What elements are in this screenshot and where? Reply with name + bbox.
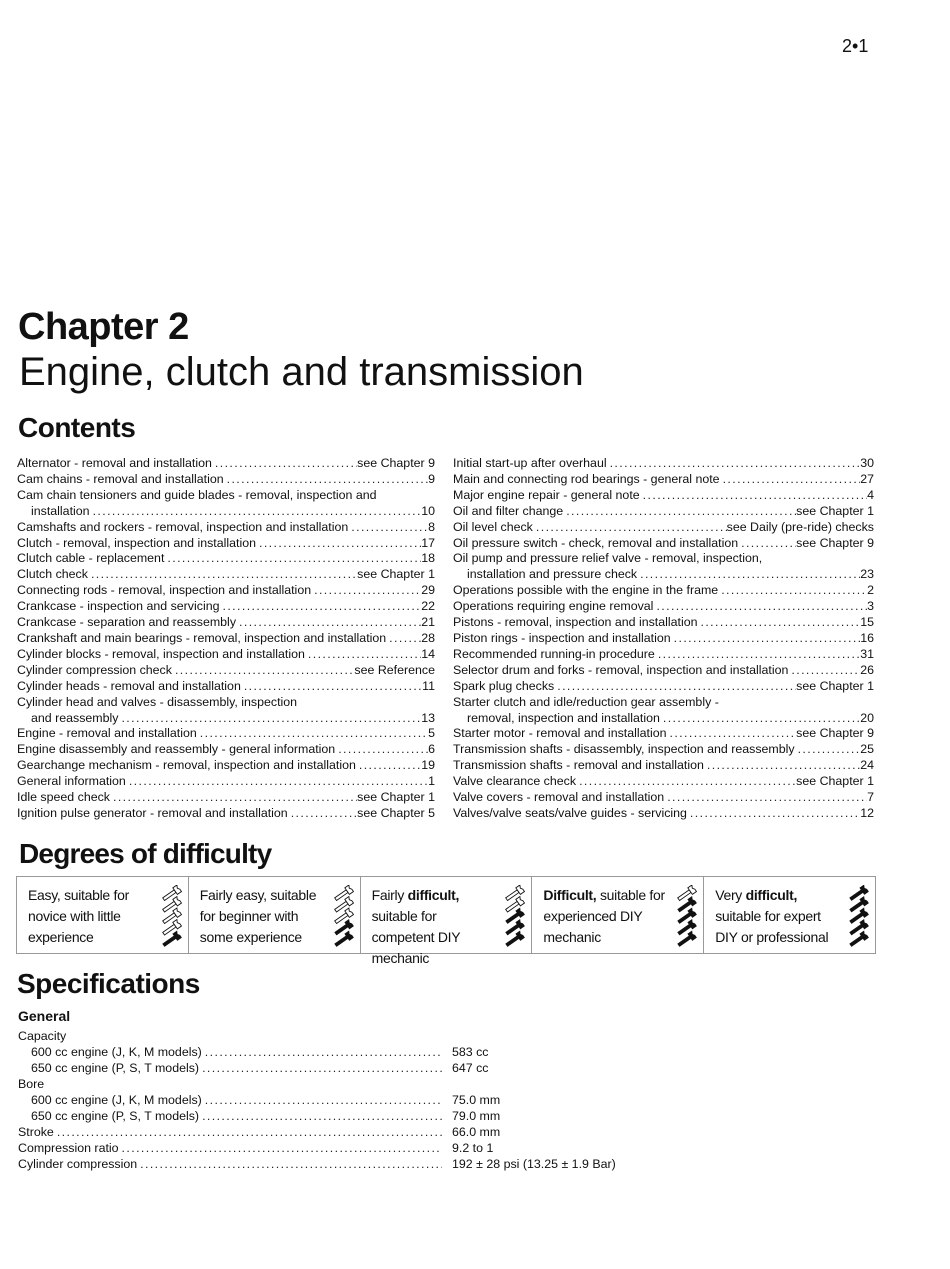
- spec-value: 9.2 to 1: [452, 1141, 494, 1155]
- toc-entry[interactable]: [17, 567, 435, 583]
- spanner-1-icon: [160, 885, 182, 947]
- toc-entry[interactable]: [17, 806, 435, 822]
- difficulty-text-bold: difficult,: [407, 887, 460, 903]
- toc-entry-title: Crankcase - inspection and servicing: [17, 599, 220, 614]
- toc-entry-page: 1: [428, 774, 435, 789]
- difficulty-text-bold: Difficult,: [543, 887, 597, 903]
- toc-entry-title: Engine - removal and installation: [17, 726, 197, 741]
- toc-line: [453, 711, 874, 727]
- toc-line: [17, 615, 435, 631]
- spec-row: [18, 1156, 658, 1172]
- toc-entry[interactable]: [17, 758, 435, 774]
- toc-entry-title: Recommended running-in procedure: [453, 646, 655, 661]
- difficulty-description: [543, 885, 673, 948]
- toc-entry-title: Crankcase - separation and reassembly: [17, 615, 237, 630]
- toc-line: [453, 615, 874, 631]
- toc-entry-page: 7: [867, 790, 874, 805]
- toc-entry-page: see Chapter 5: [357, 805, 435, 820]
- spec-label: Cylinder compression: [18, 1157, 138, 1171]
- toc-entry-title: Starter clutch and idle/reduction gear assembly -: [453, 694, 719, 709]
- toc-entry-title: Major engine repair - general note: [453, 487, 640, 502]
- difficulty-heading: Degrees of difficulty: [19, 838, 272, 869]
- spec-value: 192 ± 28 psi (13.25 ± 1.9 Bar): [452, 1157, 616, 1171]
- toc-entry-title: Engine disassembly and reassembly - general information: [17, 742, 336, 757]
- dot-leader: [137, 1156, 442, 1172]
- dot-leader: [667, 726, 797, 742]
- toc-entry-page: 28: [421, 630, 435, 645]
- dot-leader: [88, 567, 357, 583]
- toc-entry-title: Cam chain tensioners and guide blades - removal, inspection and: [17, 487, 377, 502]
- toc-entry[interactable]: [453, 806, 874, 822]
- dot-leader: [576, 774, 796, 790]
- toc-entry-continuation: removal, inspection and installation: [467, 710, 660, 725]
- toc-line: [453, 488, 874, 504]
- difficulty-description: [28, 885, 158, 948]
- toc-line: [453, 567, 874, 583]
- difficulty-text-post: suitable for expert DIY or professional: [715, 908, 829, 945]
- toc-entry-continuation: installation: [31, 503, 90, 518]
- toc-line: [453, 774, 874, 790]
- difficulty-text-bold: difficult,: [745, 887, 798, 903]
- difficulty-description: [715, 885, 845, 948]
- spec-row: [18, 1044, 658, 1060]
- toc-line: [453, 726, 874, 742]
- toc-line: [17, 726, 435, 742]
- toc-entry-page: 31: [860, 646, 874, 661]
- toc-line: [17, 806, 435, 822]
- toc-entry[interactable]: [453, 726, 874, 742]
- spec-value: 79.0 mm: [452, 1109, 501, 1123]
- dot-leader: [671, 631, 861, 647]
- toc-entry[interactable]: [453, 695, 874, 727]
- toc-line: [453, 520, 874, 536]
- toc-entry[interactable]: [17, 551, 435, 567]
- dot-leader: [202, 1092, 442, 1108]
- dot-leader: [554, 679, 796, 695]
- spec-row: [18, 1124, 658, 1140]
- toc-entry-page: 17: [421, 535, 435, 550]
- toc-entry-continuation: installation and pressure check: [467, 567, 638, 582]
- toc-entry-title: Alternator - removal and installation: [17, 456, 212, 470]
- dot-leader: [305, 647, 421, 663]
- dot-leader: [640, 488, 867, 504]
- toc-entry[interactable]: [453, 456, 874, 472]
- spec-label-wrap: [18, 1028, 442, 1044]
- spec-value: 647 cc: [452, 1061, 489, 1075]
- difficulty-level: [17, 877, 189, 953]
- dot-leader: [348, 520, 428, 536]
- contents-heading: Contents: [18, 412, 136, 443]
- toc-line: [453, 663, 874, 679]
- toc-line: [17, 790, 435, 806]
- dot-leader: [335, 742, 428, 758]
- spec-label: Compression ratio: [18, 1141, 119, 1155]
- difficulty-level: [704, 877, 875, 953]
- toc-line: [453, 647, 874, 663]
- toc-entry-title: Valve covers - removal and installation: [453, 790, 665, 805]
- toc-line: [17, 456, 435, 472]
- toc-entry[interactable]: [453, 615, 874, 631]
- toc-entry-title: Clutch - removal, inspection and installation: [17, 535, 256, 550]
- toc-entry-title: Starter motor - removal and installation: [453, 726, 667, 741]
- toc-entry-page: 14: [421, 646, 435, 661]
- spanner-4-icon: [675, 885, 697, 947]
- toc-entry-title: Oil and filter change: [453, 503, 564, 518]
- dot-leader: [718, 583, 867, 599]
- toc-entry-title: Cam chains - removal and installation: [17, 471, 224, 486]
- dot-leader: [563, 504, 796, 520]
- toc-entry-page: 19: [421, 758, 435, 773]
- toc-entry-page: see Chapter 1: [796, 678, 874, 693]
- toc-line: [17, 567, 435, 583]
- toc-entry-title: Pistons - removal, inspection and installation: [453, 615, 698, 630]
- toc-entry-page: 27: [860, 471, 874, 486]
- spec-label: 600 cc engine (J, K, M models): [31, 1045, 202, 1059]
- toc-entry-title: Idle speed check: [17, 790, 110, 805]
- toc-line: [17, 536, 435, 552]
- toc-entry-title: Transmission shafts - disassembly, inspection and reassembly: [453, 742, 795, 757]
- toc-entry[interactable]: [17, 679, 435, 695]
- toc-entry[interactable]: [17, 631, 435, 647]
- dot-leader: [386, 631, 421, 647]
- difficulty-table: [16, 876, 876, 966]
- dot-leader: [698, 615, 861, 631]
- dot-leader: [202, 1044, 442, 1060]
- toc-entry-title: Valves/valve seats/valve guides - servicing: [453, 805, 687, 820]
- toc-entry-title: Cylinder heads - removal and installation: [17, 678, 241, 693]
- spec-label: Capacity: [18, 1029, 67, 1043]
- toc-line: [453, 631, 874, 647]
- toc-line: [17, 583, 435, 599]
- toc-entry[interactable]: [453, 551, 874, 583]
- toc-entry-page: 13: [421, 710, 435, 725]
- toc-entry[interactable]: [17, 583, 435, 599]
- specifications-list: [18, 1028, 658, 1172]
- toc-entry-title: Clutch cable - replacement: [17, 551, 165, 566]
- spanner-2-icon: [332, 885, 354, 947]
- toc-line: [17, 599, 435, 615]
- toc-entry[interactable]: [17, 615, 435, 631]
- toc-entry-title: Clutch check: [17, 567, 88, 582]
- toc-line: [453, 536, 874, 552]
- toc-entry-page: 9: [428, 471, 435, 486]
- toc-entry-page: 29: [421, 583, 435, 598]
- toc-line: [453, 742, 874, 758]
- difficulty-level: [189, 877, 361, 953]
- difficulty-text-pre: Easy, suitable for novice with little experience: [28, 887, 129, 945]
- dot-leader: [704, 758, 860, 774]
- spanner-5-icon: [847, 885, 869, 947]
- dot-leader: [110, 790, 357, 806]
- toc-entry-page: 21: [421, 615, 435, 630]
- spec-label: 650 cc engine (P, S, T models): [31, 1061, 200, 1075]
- difficulty-text-pre: Fairly: [371, 887, 408, 903]
- toc-line: [453, 599, 874, 615]
- toc-entry[interactable]: [453, 663, 874, 679]
- dot-leader: [664, 790, 867, 806]
- toc-line: [453, 583, 874, 599]
- difficulty-level: [361, 877, 533, 966]
- toc-entry-page: 4: [867, 487, 874, 502]
- dot-leader: [212, 456, 357, 472]
- dot-leader: [653, 599, 867, 615]
- toc-entry-title: Valve clearance check: [453, 774, 577, 789]
- toc-entry-title: Transmission shafts - removal and installation: [453, 758, 704, 773]
- toc-entry[interactable]: [453, 774, 874, 790]
- toc-line: [453, 504, 874, 520]
- spec-row: [18, 1060, 658, 1076]
- dot-leader: [54, 1124, 442, 1140]
- toc-entry-title: Cylinder blocks - removal, inspection and installation: [17, 646, 305, 661]
- dot-leader: [90, 504, 422, 520]
- toc-entry-page: 18: [421, 551, 435, 566]
- toc-entry-page: 11: [422, 678, 435, 693]
- toc-line: [453, 551, 874, 567]
- toc-entry[interactable]: [17, 599, 435, 615]
- spec-value: 583 cc: [452, 1045, 489, 1059]
- toc-entry-title: Gearchange mechanism - removal, inspection and installation: [17, 758, 356, 773]
- toc-entry[interactable]: [17, 520, 435, 536]
- toc-entry[interactable]: [453, 504, 874, 520]
- toc-line: [453, 472, 874, 488]
- dot-leader: [607, 456, 861, 472]
- difficulty-description: [372, 885, 502, 969]
- dot-leader: [126, 774, 428, 790]
- spanner-3-icon: [503, 885, 525, 947]
- toc-line: [17, 488, 435, 504]
- toc-entry-page: 22: [421, 599, 435, 614]
- dot-leader: [164, 551, 421, 567]
- dot-leader: [119, 1140, 442, 1156]
- contents-column-left: [17, 456, 435, 822]
- spec-label-wrap: [18, 1156, 442, 1172]
- dot-leader: [720, 472, 861, 488]
- toc-line: [17, 647, 435, 663]
- dot-leader: [219, 599, 421, 615]
- difficulty-level: [532, 877, 704, 953]
- toc-entry-title: Main and connecting rod bearings - general note: [453, 471, 720, 486]
- toc-entry-page: see Chapter 1: [357, 567, 435, 582]
- spec-label-wrap: [18, 1060, 442, 1076]
- dot-leader: [224, 472, 428, 488]
- spec-value: 75.0 mm: [452, 1093, 501, 1107]
- toc-entry-page: see Chapter 9: [357, 456, 435, 470]
- difficulty-text-post: suitable for competent DIY mechanic: [371, 908, 461, 966]
- toc-entry-page: 24: [860, 758, 874, 773]
- toc-entry[interactable]: [453, 758, 874, 774]
- toc-entry[interactable]: [17, 774, 435, 790]
- spec-row: [18, 1092, 658, 1108]
- toc-line: [17, 758, 435, 774]
- toc-entry-title: Cylinder compression check: [17, 662, 172, 677]
- difficulty-description: [200, 885, 330, 948]
- page-number: 2•1: [842, 36, 869, 56]
- toc-line: [453, 679, 874, 695]
- toc-entry-page: 16: [860, 630, 874, 645]
- toc-entry-page: 25: [860, 742, 874, 757]
- spec-label-wrap: [18, 1108, 442, 1124]
- toc-entry[interactable]: [453, 631, 874, 647]
- toc-entry[interactable]: [453, 520, 874, 536]
- toc-entry-page: see Chapter 9: [796, 726, 874, 741]
- dot-leader: [637, 567, 860, 583]
- dot-leader: [655, 647, 860, 663]
- toc-entry[interactable]: [17, 647, 435, 663]
- toc-entry-page: 10: [421, 503, 435, 518]
- dot-leader: [533, 520, 727, 536]
- toc-entry[interactable]: [17, 456, 435, 472]
- toc-entry-title: Crankshaft and main bearings - removal, inspection and installation: [17, 630, 387, 645]
- toc-entry-title: Operations possible with the engine in the frame: [453, 583, 719, 598]
- dot-leader: [241, 679, 422, 695]
- toc-line: [17, 711, 435, 727]
- dot-leader: [311, 583, 421, 599]
- toc-entry[interactable]: [453, 599, 874, 615]
- toc-entry-page: see Chapter 9: [796, 535, 874, 550]
- toc-entry[interactable]: [17, 790, 435, 806]
- toc-entry[interactable]: [453, 742, 874, 758]
- difficulty-text-post: suitable for experienced DIY mechanic: [543, 887, 665, 945]
- toc-entry[interactable]: [453, 647, 874, 663]
- toc-line: [17, 774, 435, 790]
- toc-entry-page: 6: [428, 742, 435, 757]
- toc-entry-title: Oil level check: [453, 519, 533, 534]
- toc-line: [17, 551, 435, 567]
- spec-row: [18, 1140, 658, 1156]
- toc-entry[interactable]: [453, 472, 874, 488]
- difficulty-text-pre: Fairly easy, suitable for beginner with some experience: [199, 887, 317, 945]
- toc-entry[interactable]: [17, 695, 435, 727]
- toc-line: [17, 742, 435, 758]
- toc-entry-page: 12: [860, 805, 874, 820]
- dot-leader: [795, 742, 861, 758]
- toc-line: [453, 806, 874, 822]
- spec-label: Bore: [18, 1077, 45, 1091]
- toc-entry[interactable]: [453, 536, 874, 552]
- spec-value: 66.0 mm: [452, 1125, 501, 1139]
- spec-label-wrap: [18, 1092, 442, 1108]
- toc-entry-page: see Chapter 1: [796, 774, 874, 789]
- toc-line: [17, 520, 435, 536]
- toc-entry-page: 5: [428, 726, 435, 741]
- dot-leader: [199, 1108, 442, 1124]
- dot-leader: [236, 615, 421, 631]
- dot-leader: [738, 536, 796, 552]
- toc-entry[interactable]: [17, 742, 435, 758]
- dot-leader: [118, 711, 421, 727]
- dot-leader: [660, 711, 860, 727]
- toc-line: [17, 695, 435, 711]
- specifications-heading: Specifications: [17, 968, 200, 999]
- toc-entry-page: 26: [860, 662, 874, 677]
- toc-entry-title: General information: [17, 774, 126, 789]
- toc-entry[interactable]: [453, 790, 874, 806]
- toc-entry-title: Oil pressure switch - check, removal and installation: [453, 535, 739, 550]
- spec-label: Stroke: [18, 1125, 54, 1139]
- dot-leader: [172, 663, 354, 679]
- toc-line: [453, 758, 874, 774]
- chapter-label: Chapter 2: [18, 306, 189, 348]
- dot-leader: [197, 726, 428, 742]
- toc-line: [453, 456, 874, 472]
- chapter-title: Engine, clutch and transmission: [19, 350, 584, 394]
- toc-entry-continuation: and reassembly: [31, 710, 119, 725]
- toc-entry-page: see Daily (pre-ride) checks: [726, 519, 874, 534]
- spec-row: [18, 1028, 658, 1044]
- toc-entry-page: 8: [428, 519, 435, 534]
- toc-entry-page: see Chapter 1: [796, 503, 874, 518]
- toc-entry-page: 15: [860, 615, 874, 630]
- toc-entry[interactable]: [17, 472, 435, 488]
- toc-entry[interactable]: [17, 536, 435, 552]
- toc-entry-title: Connecting rods - removal, inspection and installation: [17, 583, 312, 598]
- toc-entry-title: Initial start-up after overhaul: [453, 456, 607, 470]
- spec-label-wrap: [18, 1124, 442, 1140]
- spec-label-wrap: [18, 1140, 442, 1156]
- toc-line: [453, 695, 874, 711]
- toc-line: [17, 504, 435, 520]
- toc-entry[interactable]: [453, 583, 874, 599]
- toc-entry[interactable]: [17, 726, 435, 742]
- toc-entry-page: 23: [860, 567, 874, 582]
- toc-entry-page: 20: [860, 710, 874, 725]
- dot-leader: [288, 806, 357, 822]
- toc-entry[interactable]: [453, 488, 874, 504]
- toc-line: [453, 790, 874, 806]
- toc-entry[interactable]: [453, 679, 874, 695]
- difficulty-text-pre: Very: [715, 887, 746, 903]
- toc-entry-title: Selector drum and forks - removal, inspection and installation: [453, 662, 789, 677]
- toc-entry-page: 30: [860, 456, 874, 470]
- spec-label-wrap: [18, 1076, 442, 1092]
- toc-entry-title: Ignition pulse generator - removal and installation: [17, 805, 288, 820]
- contents-column-right: [453, 456, 874, 822]
- toc-entry-title: Camshafts and rockers - removal, inspection and installation: [17, 519, 349, 534]
- toc-entry[interactable]: [17, 488, 435, 520]
- toc-entry-page: 2: [867, 583, 874, 598]
- toc-entry[interactable]: [17, 663, 435, 679]
- toc-entry-page: 3: [867, 599, 874, 614]
- spec-row: [18, 1076, 658, 1092]
- toc-line: [17, 663, 435, 679]
- toc-entry-title: Spark plug checks: [453, 678, 555, 693]
- spec-label: 650 cc engine (P, S, T models): [31, 1109, 200, 1123]
- toc-line: [17, 472, 435, 488]
- specifications-subheading: General: [18, 1008, 71, 1024]
- dot-leader: [788, 663, 860, 679]
- toc-entry-title: Cylinder head and valves - disassembly, inspection: [17, 694, 298, 709]
- spec-label-wrap: [18, 1044, 442, 1060]
- spec-row: [18, 1108, 658, 1124]
- toc-entry-title: Piston rings - inspection and installation: [453, 630, 671, 645]
- dot-leader: [356, 758, 421, 774]
- spec-label: 600 cc engine (J, K, M models): [31, 1093, 202, 1107]
- toc-entry-title: Operations requiring engine removal: [453, 599, 654, 614]
- toc-line: [17, 631, 435, 647]
- toc-entry-title: Oil pump and pressure relief valve - removal, inspection,: [453, 551, 763, 566]
- dot-leader: [199, 1060, 442, 1076]
- toc-entry-page: see Reference: [354, 662, 435, 677]
- toc-line: [17, 679, 435, 695]
- toc-entry-page: see Chapter 1: [357, 790, 435, 805]
- dot-leader: [256, 536, 421, 552]
- dot-leader: [687, 806, 860, 822]
